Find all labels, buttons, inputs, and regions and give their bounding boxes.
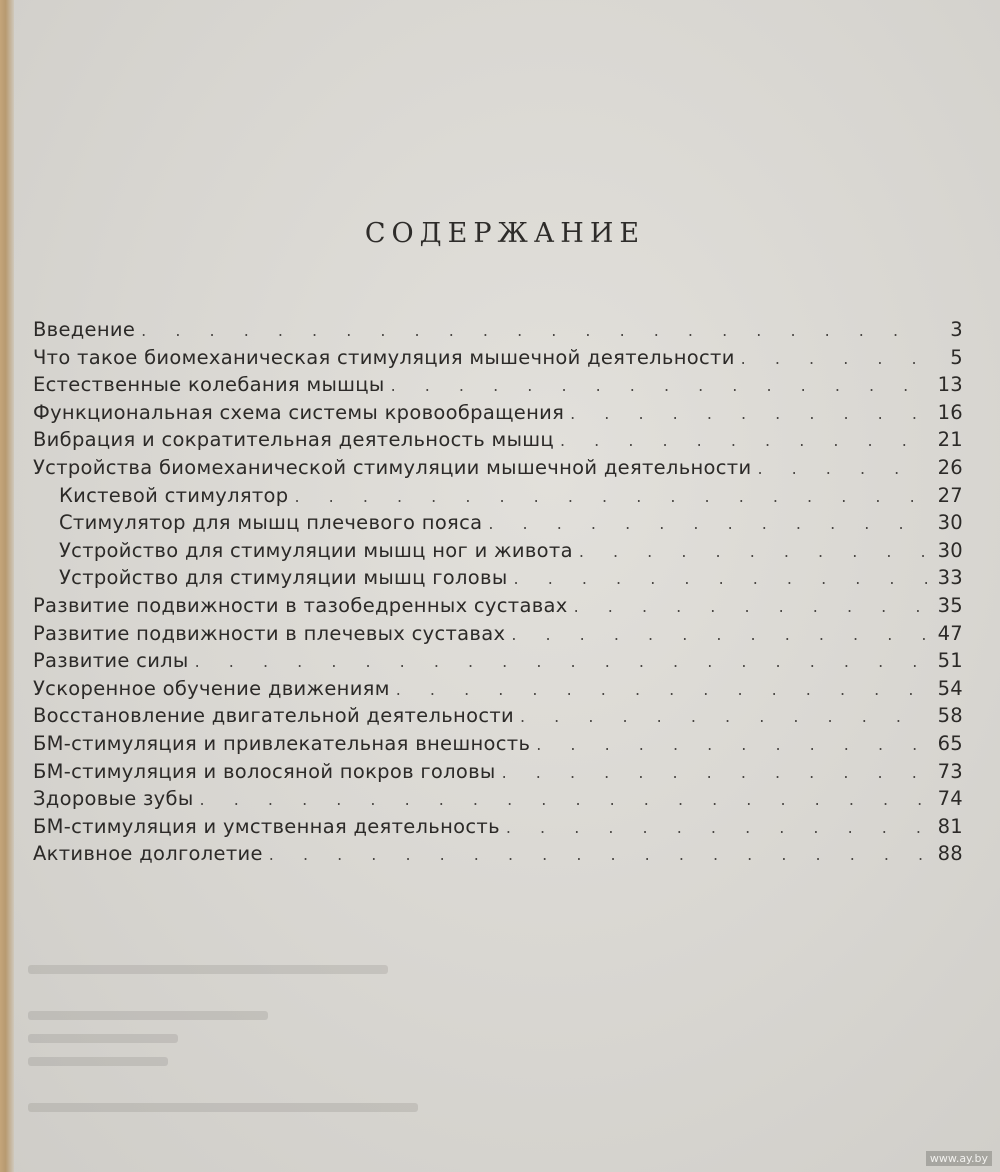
toc-entry-title: Введение xyxy=(33,318,136,341)
toc-dot-leader xyxy=(502,759,927,787)
toc-entry-page: 74 xyxy=(937,787,963,811)
toc-entry-title: Стимулятор для мышц плечевого пояса xyxy=(59,511,483,535)
toc-dot-leader xyxy=(511,621,927,649)
toc-dot-leader xyxy=(570,400,927,428)
toc-entry xyxy=(33,454,963,482)
toc-dot-leader xyxy=(514,565,927,593)
contents-heading: СОДЕРЖАНИЕ xyxy=(364,218,646,249)
toc-entry xyxy=(33,482,963,510)
toc-entry-page: 73 xyxy=(937,759,963,783)
toc-entry xyxy=(33,537,963,565)
toc-entry xyxy=(33,702,963,730)
toc-entry-title: БМ-стимуляция и волосяной покров головы xyxy=(33,759,496,783)
toc-dot-leader xyxy=(757,455,927,483)
toc-entry-page: 35 xyxy=(937,593,963,617)
toc-entry-page: 47 xyxy=(937,621,963,645)
toc-entry-page: 33 xyxy=(937,566,963,590)
toc-entry-title: БМ-стимуляция и привлекательная внешность xyxy=(33,731,531,755)
toc-entry-title: Что такое биомеханическая стимуляция мышечной деятельности xyxy=(33,345,735,369)
toc-entry-page: 30 xyxy=(937,538,963,562)
toc-entry-page: 27 xyxy=(937,483,963,507)
toc-dot-leader xyxy=(488,510,927,538)
toc-entry-page: 26 xyxy=(937,455,963,479)
toc-entry xyxy=(33,509,963,537)
toc-entry-title: Ускоренное обучение движениям xyxy=(33,676,390,700)
toc-dot-leader xyxy=(269,841,927,869)
toc-entry xyxy=(33,813,963,841)
toc-entry xyxy=(33,344,963,372)
toc-entry xyxy=(33,758,963,786)
toc-entry-page: 58 xyxy=(937,704,963,728)
toc-dot-leader xyxy=(506,814,927,842)
toc-entry-title: Развитие силы xyxy=(33,649,189,673)
toc-entry xyxy=(33,675,963,703)
toc-entry-title: Здоровые зубы xyxy=(33,787,194,811)
toc-entry-title: Развитие подвижности в тазобедренных суставах xyxy=(33,593,568,617)
toc-entry-title: Естественные колебания мышцы xyxy=(33,373,385,397)
toc-entry-page: 65 xyxy=(937,731,963,755)
toc-entry xyxy=(33,399,963,427)
toc-entry-page: 88 xyxy=(937,842,963,866)
toc-entry-title: Кистевой стимулятор xyxy=(59,483,289,507)
toc-entry xyxy=(33,316,963,344)
toc-entry xyxy=(33,785,963,813)
toc-dot-leader xyxy=(294,483,927,511)
toc-entry-page: 51 xyxy=(937,649,963,673)
toc-entry xyxy=(33,730,963,758)
toc-entry xyxy=(33,564,963,592)
toc-entry-title: Вибрация и сократительная деятельность мышц xyxy=(33,428,554,452)
toc-dot-leader xyxy=(579,538,927,566)
toc-dot-leader xyxy=(536,731,927,759)
toc-entry-page: 81 xyxy=(937,814,963,838)
toc-entry xyxy=(33,620,963,648)
toc-entry xyxy=(33,426,963,454)
toc-entry-page: 30 xyxy=(937,511,963,535)
show-through-text xyxy=(28,965,448,1135)
toc-entry xyxy=(33,647,963,675)
toc-entry-title: Восстановление двигательной деятельности xyxy=(33,704,514,728)
toc-entry-page: 54 xyxy=(937,676,963,700)
watermark: www.ay.by xyxy=(926,1151,992,1166)
toc-entry-page: 5 xyxy=(950,345,963,369)
toc-dot-leader xyxy=(574,593,927,621)
toc-dot-leader xyxy=(200,786,927,814)
page-edge xyxy=(0,0,14,1172)
toc-entry-title: Функциональная схема системы кровообращения xyxy=(33,400,565,424)
toc-entry xyxy=(33,840,963,868)
toc-dot-leader xyxy=(391,372,927,400)
toc-entry-page: 16 xyxy=(937,400,963,424)
toc-entry-title: БМ-стимуляция и умственная деятельность xyxy=(33,814,500,838)
table-of-contents xyxy=(33,316,963,868)
toc-dot-leader xyxy=(520,703,927,731)
toc-entry-page: 3 xyxy=(950,318,963,341)
toc-dot-leader xyxy=(141,317,927,345)
toc-dot-leader xyxy=(560,427,927,455)
toc-dot-leader xyxy=(195,648,927,676)
toc-entry-title: Устройство для стимуляции мышц головы xyxy=(59,566,508,590)
toc-entry-title: Активное долголетие xyxy=(33,842,263,866)
toc-dot-leader xyxy=(396,676,927,704)
toc-dot-leader xyxy=(741,345,927,373)
toc-entry-page: 13 xyxy=(937,373,963,397)
toc-entry-page: 21 xyxy=(937,428,963,452)
toc-entry-title: Устройства биомеханической стимуляции мышечной деятельности xyxy=(33,455,752,479)
toc-entry-title: Устройство для стимуляции мышц ног и живота xyxy=(59,538,573,562)
toc-entry xyxy=(33,371,963,399)
toc-entry-title: Развитие подвижности в плечевых суставах xyxy=(33,621,506,645)
toc-entry xyxy=(33,592,963,620)
